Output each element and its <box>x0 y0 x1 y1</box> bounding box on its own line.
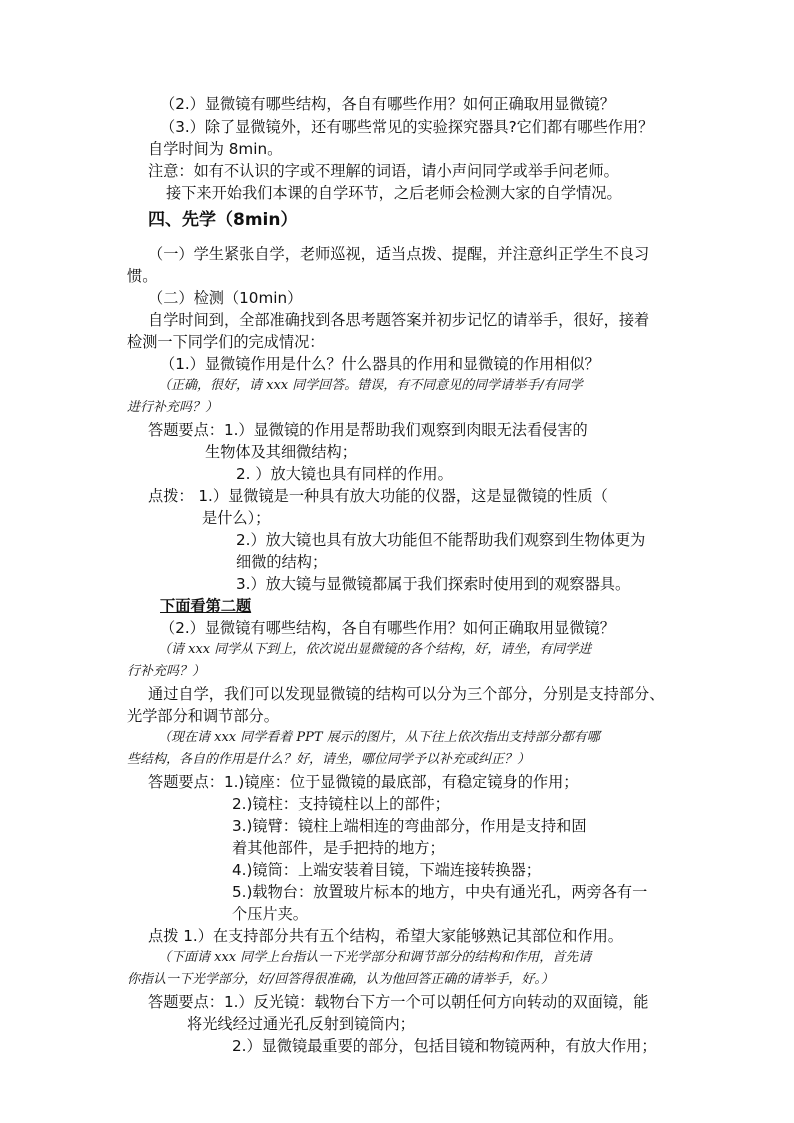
hint-line: 细微的结构； <box>236 553 328 571</box>
teacher-note-line: 你指认一下光学部分，好/回答得很准确，认为他回答正确的请举手，好。） <box>127 972 554 987</box>
paragraph-line: 通过自学，我们可以发现显微镜的结构可以分为三个部分，分别是支持部分、 <box>148 685 665 703</box>
question-1-line: （1.）显微镜作用是什么？什么器具的作用和显微镜的作用相似？ <box>160 355 600 373</box>
paragraph-line: 检测一下同学们的完成情况： <box>127 333 325 351</box>
answer-points-line: 答题要点：1.）显微镜的作用是帮助我们观察到肉眼无法看侵害的 <box>148 421 588 439</box>
answer-points-line: 答题要点：1.）反光镜：载物台下方一个可以朝任何方向转动的双面镜，能 <box>148 993 649 1011</box>
note-line: 注意：如有不认识的字或不理解的词语，请小声问同学或举手问老师。 <box>148 162 619 180</box>
answer-points-line: 4.)镜筒：上端安装着目镜，下端连接转换器； <box>232 861 541 879</box>
answer-points-line: 2.)镜柱：支持镜柱以上的部件； <box>232 795 450 813</box>
answer-points-line: 个压片夹。 <box>232 905 308 923</box>
study-time-line: 自学时间为 8min。 <box>148 140 283 158</box>
teacher-note-line: （下面请 xxx 同学上台指认一下光学部分和调节部分的结构和作用，首先请 <box>158 950 592 965</box>
hint-line: 3.）放大镜与显微镜都属于我们探索时使用到的观察器具。 <box>236 575 631 593</box>
answer-points-line: 2. ）放大镜也具有同样的作用。 <box>236 465 453 483</box>
answer-points-line: 5.)载物台：放置玻片标本的地方，中央有通光孔，两旁各有一 <box>232 883 648 901</box>
teacher-note-line: （现在请 xxx 同学看着 PPT 展示的图片，从下往上依次指出支持部分都有哪 <box>158 730 600 745</box>
teacher-note-line: 些结构，各自的作用是什么？好，请坐，哪位同学予以补充或纠正？） <box>127 752 531 767</box>
teacher-note-line: （正确，很好，请 xxx 同学回答。错误，有不同意见的同学请举手/有同学 <box>158 378 583 393</box>
paragraph-line: （一）学生紧张自学，老师巡视，适当点拨、提醒，并注意纠正学生不良习 <box>148 245 650 263</box>
teacher-note-line: 进行补充吗？） <box>127 400 219 415</box>
section-heading: 四、先学（8min） <box>148 210 298 230</box>
paragraph-line: 光学部分和调节部分。 <box>127 707 279 725</box>
question-3-line: （3.）除了显微镜外，还有哪些常见的实验探究器具?它们都有哪些作用？ <box>160 118 654 136</box>
paragraph-line: 自学时间到，全部准确找到各思考题答案并初步记忆的请举手，很好，接着 <box>148 311 650 329</box>
answer-points-line: 2.）显微镜最重要的部分，包括目镜和物镜两种，有放大作用； <box>232 1037 657 1055</box>
next-question-heading: 下面看第二题 <box>160 597 252 615</box>
hint-line: 点拨： 1.）显微镜是一种具有放大功能的仪器，这是显微镜的性质（ <box>148 487 608 505</box>
answer-points-line: 生物体及其细微结构； <box>205 443 357 461</box>
hint-line: 是什么）； <box>202 509 271 527</box>
answer-points-line: 3.)镜臂：镜柱上端相连的弯曲部分，作用是支持和固 <box>232 817 587 835</box>
answer-points-line: 着其他部件，是手把持的地方； <box>232 839 445 857</box>
intro-line: 接下来开始我们本课的自学环节，之后老师会检测大家的自学情况。 <box>166 184 622 202</box>
teacher-note-line: 行补充吗？） <box>127 664 206 679</box>
question-2-line: （2.）显微镜有哪些结构，各自有哪些作用？如何正确取用显微镜？ <box>160 619 615 637</box>
answer-points-line: 将光线经过通光孔反射到镜筒内； <box>187 1015 415 1033</box>
teacher-note-line: （请 xxx 同学从下到上，依次说出显微镜的各个结构，好，请坐，有同学进 <box>158 642 592 657</box>
hint-line: 点拨 1.）在支持部分共有五个结构，希望大家能够熟记其部位和作用。 <box>148 927 623 945</box>
hint-line: 2.）放大镜也具有放大功能但不能帮助我们观察到生物体更为 <box>236 531 646 549</box>
paragraph-line: 惯。 <box>127 267 158 285</box>
question-2-line: （2.）显微镜有哪些结构，各自有哪些作用？如何正确取用显微镜？ <box>160 95 615 113</box>
subsection-heading: （二）检测（10min） <box>148 289 303 307</box>
answer-points-line: 答题要点：1.)镜座：位于显微镜的最底部，有稳定镜身的作用； <box>148 773 579 791</box>
